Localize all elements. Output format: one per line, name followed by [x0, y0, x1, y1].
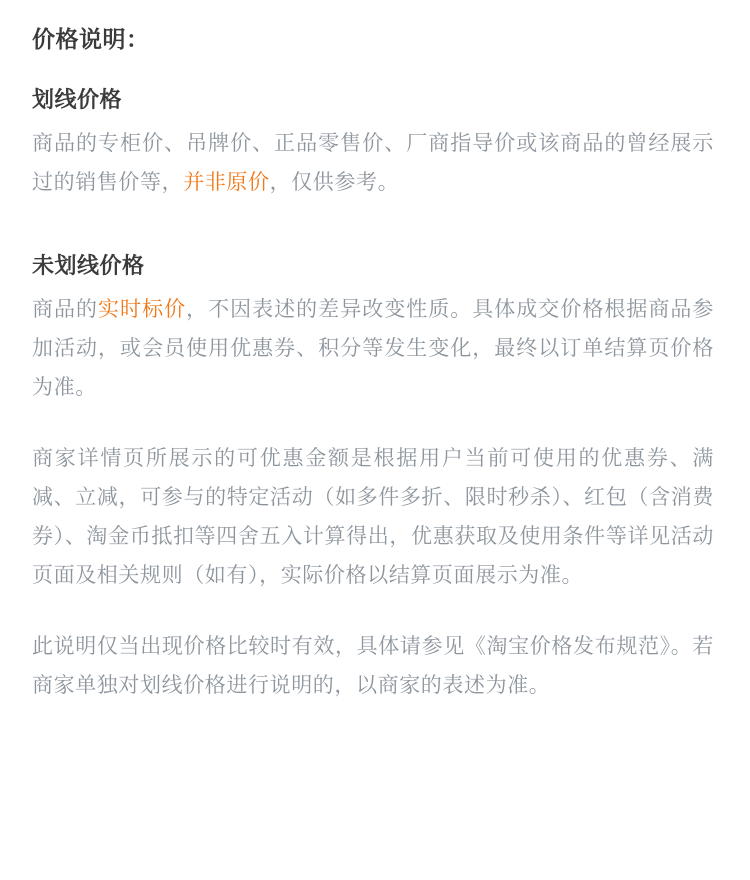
text-run: 商品的 — [32, 298, 99, 321]
text-run: ，仅供参考。 — [269, 171, 400, 194]
page-title: 价格说明： — [32, 26, 150, 52]
text-run-emphasis: 实时标价 — [98, 298, 187, 321]
section-non-strikethrough-price — [32, 250, 714, 705]
text-run-emphasis: 并非原价 — [183, 171, 270, 194]
text-run: 此说明仅当出现价格比较时有效，具体请参见《淘宝价格发布规范》。若商家单独对划线价格进行说明的，以商家的表述为准。 — [32, 635, 714, 697]
section-heading-strikethrough-price: 划线价格 — [32, 87, 123, 112]
section-spacer — [32, 228, 714, 250]
paragraph-discount-details — [32, 439, 714, 595]
section-strikethrough-price — [32, 84, 714, 202]
text-run: ，不因表述的差异改变性质。具体成交价格根据商品参加活动，或会员使用优惠券、积分等发生变化，最终以订单结算页价格为准。 — [32, 298, 714, 399]
paragraph-strikethrough-price — [32, 124, 714, 202]
text-run: 商家详情页所展示的可优惠金额是根据用户当前可使用的优惠券、满减、立减，可参与的特定活动（如多件多折、限时秒杀）、红包（含消费券）、淘金币抵扣等四舍五入计算得出，优惠获取及使用条件等详见活动页面及相关规则（如有），实际价格以结算页面展示为准。 — [32, 447, 714, 587]
paragraph-scope-statement — [32, 627, 714, 705]
paragraph-real-time-price — [32, 290, 714, 407]
section-heading-non-strikethrough-price: 未划线价格 — [32, 253, 145, 278]
text-run: 商品的专柜价、吊牌价、正品零售价、厂商指导价或该商品的曾经展示过的销售价等， — [32, 132, 714, 194]
